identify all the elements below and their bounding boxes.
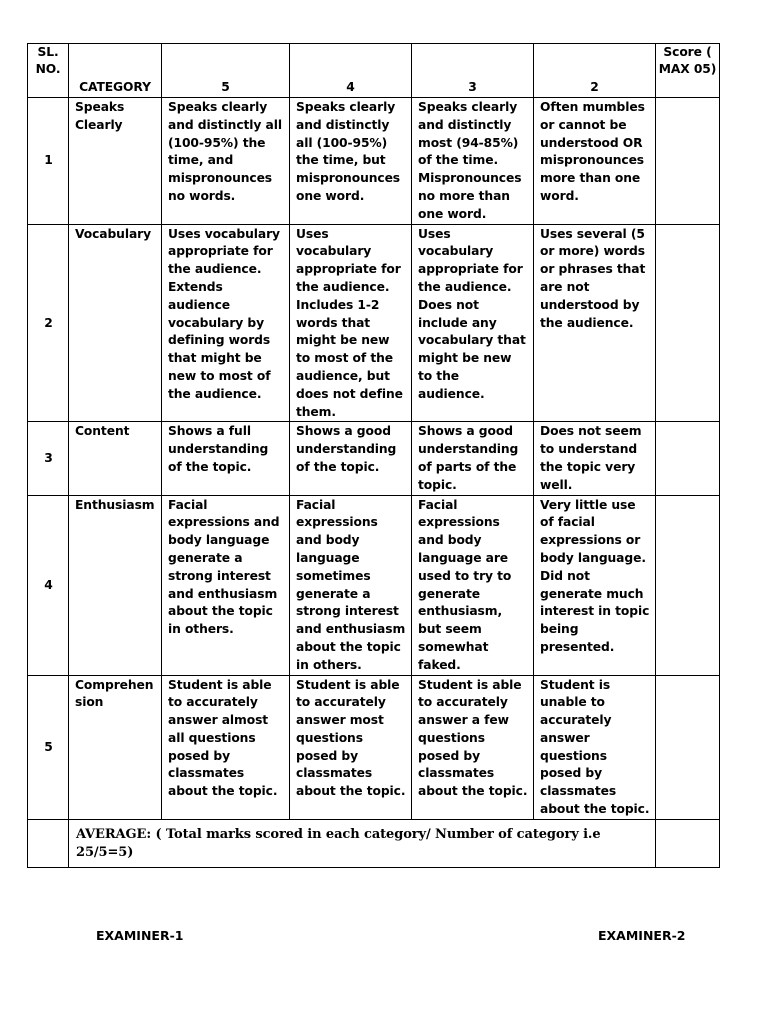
score-cell[interactable] — [656, 98, 720, 225]
criterion-5: Facial expressions and body language generate a strong interest and enthusiasm about the topic in others. — [162, 495, 290, 675]
criterion-2: Does not seem to understand the topic very well. — [534, 422, 656, 495]
criterion-3: Speaks clearly and distinctly most (94-85%) of the time. Mispronounces no more than one word. — [412, 98, 534, 225]
table-row — [28, 98, 720, 225]
score-cell[interactable] — [656, 675, 720, 819]
criterion-2: Uses several (5 or more) words or phrases that are not understood by the audience. — [534, 224, 656, 422]
rubric-table — [27, 43, 720, 868]
examiner-2-label: EXAMINER-2 — [598, 928, 686, 943]
examiner-1-label: EXAMINER-1 — [96, 928, 184, 943]
average-score-cell[interactable] — [656, 819, 720, 867]
header-score-max: Score ( MAX 05) — [656, 44, 720, 98]
criterion-4: Facial expressions and body language sometimes generate a strong interest and enthusiasm about the topic in others. — [290, 495, 412, 675]
header-score-2: 2 — [534, 44, 656, 98]
table-header-row — [28, 44, 720, 98]
criterion-4: Speaks clearly and distinctly all (100-95%) the time, but mispronounces one word. — [290, 98, 412, 225]
criterion-2: Very little use of facial expressions or body language. Did not generate much interest in topic being presented. — [534, 495, 656, 675]
criterion-4: Student is able to accurately answer most questions posed by classmates about the topic. — [290, 675, 412, 819]
criterion-2: Often mumbles or cannot be understood OR mispronounces more than one word. — [534, 98, 656, 225]
score-cell[interactable] — [656, 495, 720, 675]
score-cell[interactable] — [656, 422, 720, 495]
row-number: 4 — [28, 495, 69, 675]
average-label: AVERAGE: ( Total marks scored in each category/ Number of category i.e 25/5=5) — [69, 819, 656, 867]
table-row — [28, 224, 720, 422]
criterion-3: Facial expressions and body language are used to try to generate enthusiasm, but seem somewhat faked. — [412, 495, 534, 675]
header-category: CATEGORY — [69, 44, 162, 98]
row-number: 1 — [28, 98, 69, 225]
criterion-2: Student is unable to accurately answer questions posed by classmates about the topic. — [534, 675, 656, 819]
criterion-3: Student is able to accurately answer a few questions posed by classmates about the topic. — [412, 675, 534, 819]
criterion-3: Uses vocabulary appropriate for the audience. Does not include any vocabulary that might be new to the audience. — [412, 224, 534, 422]
criterion-3: Shows a good understanding of parts of the topic. — [412, 422, 534, 495]
row-category: Vocabulary — [69, 224, 162, 422]
criterion-4: Shows a good understanding of the topic. — [290, 422, 412, 495]
average-number-cell — [28, 819, 69, 867]
header-score-5: 5 — [162, 44, 290, 98]
row-category: Comprehen sion — [69, 675, 162, 819]
average-row — [28, 819, 720, 867]
row-number: 2 — [28, 224, 69, 422]
header-score-3: 3 — [412, 44, 534, 98]
criterion-5: Student is able to accurately answer almost all questions posed by classmates about the topic. — [162, 675, 290, 819]
row-category: Enthusiasm — [69, 495, 162, 675]
criterion-4: Uses vocabulary appropriate for the audience. Includes 1-2 words that might be new to most of the audience, but does not define them. — [290, 224, 412, 422]
table-row — [28, 675, 720, 819]
score-cell[interactable] — [656, 224, 720, 422]
row-category: Speaks Clearly — [69, 98, 162, 225]
row-number: 3 — [28, 422, 69, 495]
criterion-5: Speaks clearly and distinctly all (100-95%) the time, and mispronounces no words. — [162, 98, 290, 225]
header-sl-no: SL. NO. — [28, 44, 69, 98]
header-score-4: 4 — [290, 44, 412, 98]
row-number: 5 — [28, 675, 69, 819]
criterion-5: Shows a full understanding of the topic. — [162, 422, 290, 495]
table-row — [28, 422, 720, 495]
table-row — [28, 495, 720, 675]
row-category: Content — [69, 422, 162, 495]
criterion-5: Uses vocabulary appropriate for the audience. Extends audience vocabulary by defining words that might be new to most of the audience. — [162, 224, 290, 422]
